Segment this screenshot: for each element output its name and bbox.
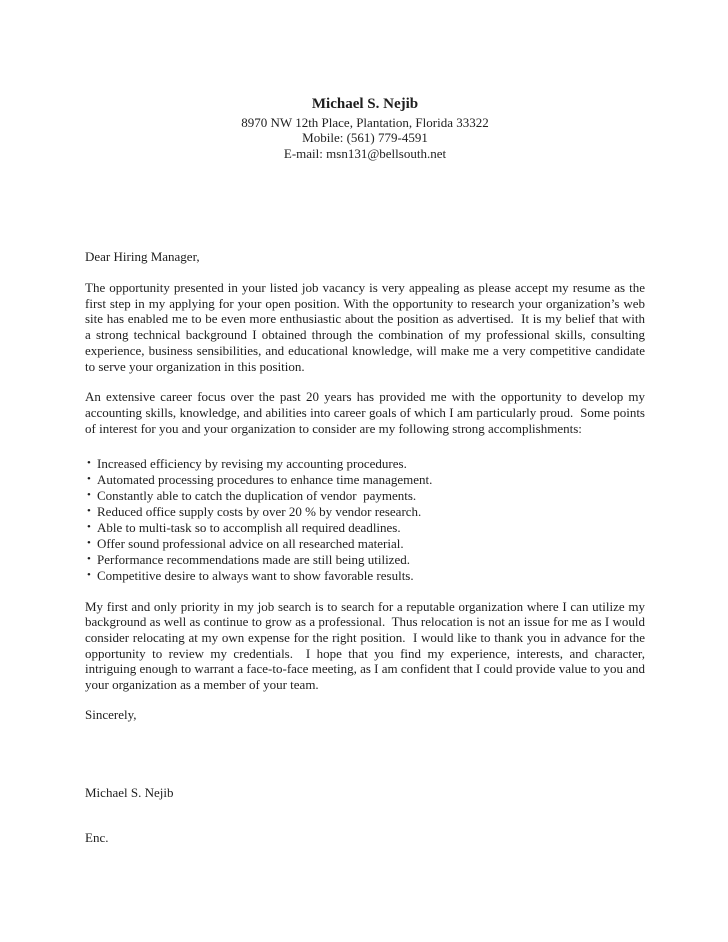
salutation: Dear Hiring Manager, [85, 249, 200, 265]
enclosure-note: Enc. [85, 830, 109, 846]
list-item: • Offer sound professional advice on all researched material. [85, 536, 645, 552]
sender-mobile: Mobile: (561) 779-4591 [302, 130, 428, 146]
list-item: • Constantly able to catch the duplication of vendor payments. [85, 488, 645, 504]
sender-address: 8970 NW 12th Place, Plantation, Florida 33322 [241, 114, 489, 130]
accomplishments-list [85, 456, 645, 583]
letter-header [85, 97, 645, 161]
list-item: • Automated processing procedures to enhance time management. [85, 472, 645, 488]
list-item: • Reduced office supply costs by over 20 % by vendor research. [85, 504, 645, 520]
paragraph-career: An extensive career focus over the past 20 years has provided me with the opportunity to develop my accounting skills, knowledge, and abilities into career goals of which I am particularly proud. Some points of interest for you and your organization to consider are my following strong accomplishments: [85, 389, 649, 436]
signature-name: Michael S. Nejib [85, 784, 174, 800]
paragraph-priority: My first and only priority in my job search is to search for a reputable organization where I can utilize my background as well as continue to grow as a professional. Thus relocation is not an issue for me as I would consider relocating at my own expense for the right position. I would like to thank you in advance for the opportunity to review my credentials. I hope that you find my experience, interests, and character, intriguing enough to warrant a face-to-face meeting, as I am confident that I could provide value to you and your organization as a member of your team. [85, 598, 649, 693]
sender-name: Michael S. Nejib [311, 96, 419, 112]
closing: Sincerely, [85, 706, 137, 722]
list-item: • Increased efficiency by revising my accounting procedures. [85, 456, 645, 472]
list-item: • Competitive desire to always want to show favorable results. [85, 568, 645, 584]
list-item: • Able to multi-task so to accomplish all required deadlines. [85, 520, 645, 536]
sender-email: E-mail: msn131@bellsouth.net [283, 145, 447, 161]
list-item: • Performance recommendations made are still being utilized. [85, 552, 645, 568]
paragraph-intro: The opportunity presented in your listed job vacancy is very appealing as please accept my resume as the first step in my applying for your open position. With the opportunity to research your organization’s web site has enabled me to be even more enthusiastic about the position as advertised. It is my belief that with a strong technical background I obtained through the combination of my professional skills, consulting experience, business sensibilities, and educational knowledge, will make me a very competitive candidate to serve your organization in this position. [85, 280, 649, 374]
